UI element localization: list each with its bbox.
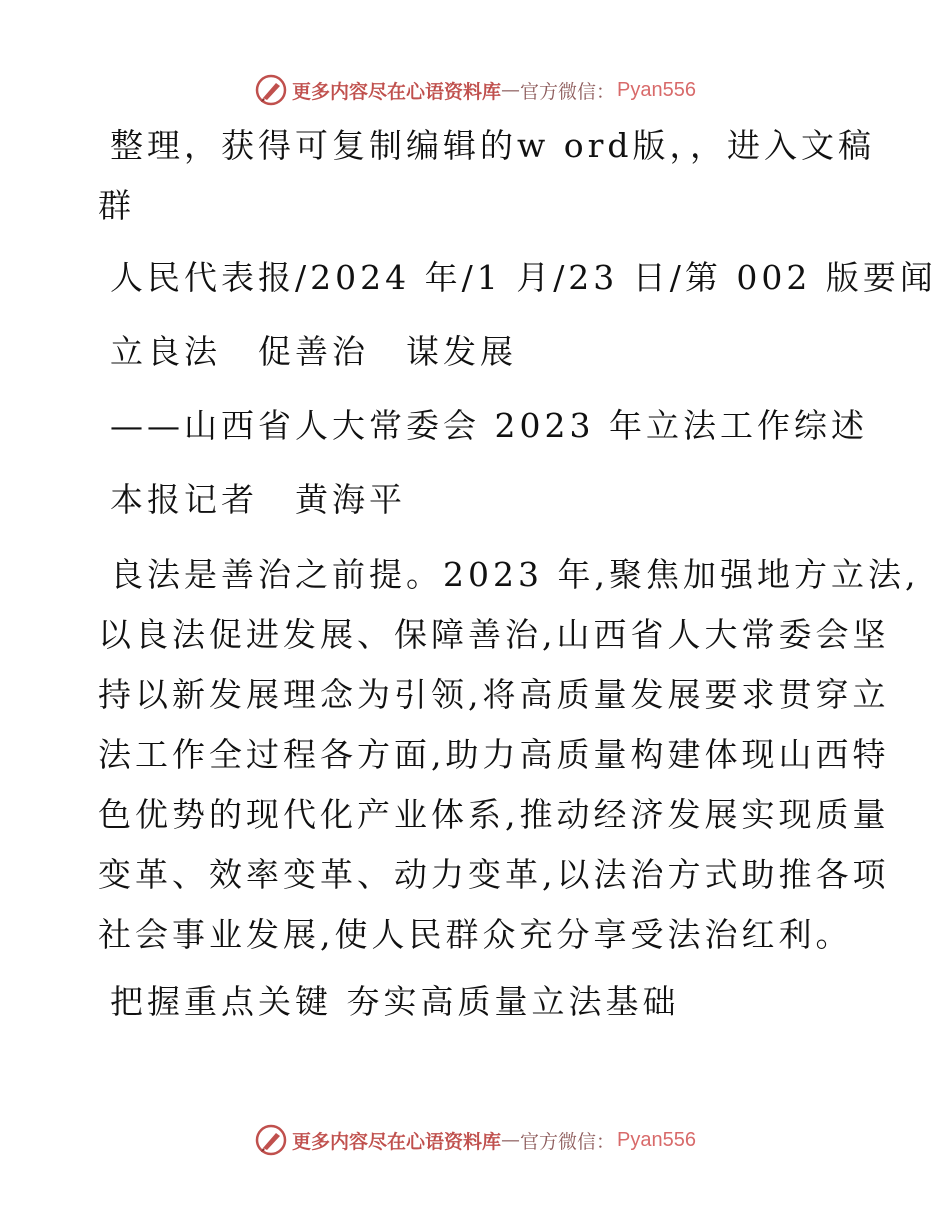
watermark-header <box>0 70 950 110</box>
paragraph-line-3: 持以新发展理念为引领,将高质量发展要求贯穿立 <box>98 675 890 714</box>
watermark-footer <box>0 1120 950 1160</box>
section-heading: 把握重点关键 夯实高质量立法基础 <box>110 982 680 1021</box>
pen-logo-icon <box>254 1123 288 1157</box>
watermark-id: Pyan556 <box>617 78 696 101</box>
watermark-separator: — <box>501 1129 521 1151</box>
paragraph-line-2: 以良法促进发展、保障善治,山西省人大常委会坚 <box>98 615 890 654</box>
paragraph-line-7: 社会事业发展,使人民群众充分享受法治红利。 <box>98 915 853 954</box>
paragraph-line-1: 良法是善治之前提。2023 年,聚焦加强地方立法, <box>110 555 920 594</box>
intro-line-2: 群 <box>98 186 135 225</box>
pen-logo-icon <box>254 73 288 107</box>
paragraph-line-6: 变革、效率变革、动力变革,以法治方式助推各项 <box>98 855 890 894</box>
byline: 本报记者 黄海平 <box>110 480 406 519</box>
watermark-main-text: 更多内容尽在心语资料库 <box>292 80 502 103</box>
watermark-id: Pyan556 <box>617 1128 696 1151</box>
watermark-separator: — <box>501 79 521 101</box>
watermark-label: 官方微信： <box>520 1130 616 1153</box>
paragraph-line-4: 法工作全过程各方面,助力高质量构建体现山西特 <box>98 735 890 774</box>
watermark-label: 官方微信： <box>520 80 616 103</box>
source-line: 人民代表报/2024 年/1 月/23 日/第 002 版要闻 <box>110 258 937 297</box>
headline: 立良法 促善治 谋发展 <box>110 332 517 371</box>
intro-line-1: 整理，获得可复制编辑的w ord版，，进入文稿 <box>110 126 876 165</box>
paragraph-line-5: 色优势的现代化产业体系,推动经济发展实现质量 <box>98 795 890 834</box>
subheadline: ——山西省人大常委会 2023 年立法工作综述 <box>110 406 868 445</box>
watermark-main-text: 更多内容尽在心语资料库 <box>292 1130 502 1153</box>
